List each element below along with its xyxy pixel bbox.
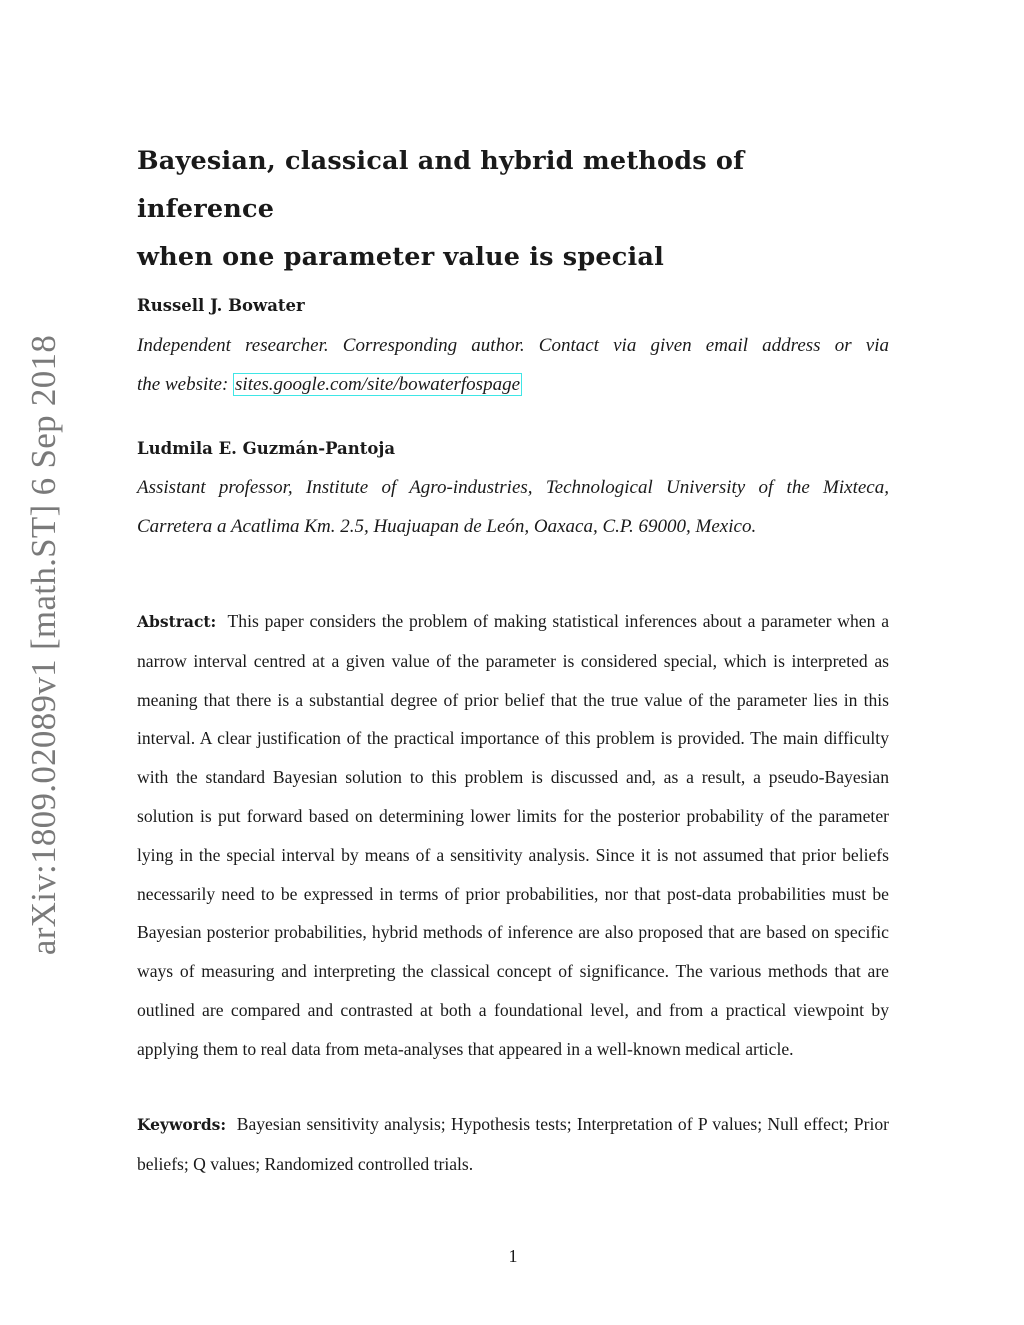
- abstract-text: This paper considers the problem of making statistical inferences about a parameter when a narrow interval centred at a given value of the parameter is considered special, which is interpreted as meaning that there is a substantial degree of prior belief that the true value of the parameter lies in this interval. A clear justification of the practical importance of this problem is provided. The main difficulty with the standard Bayesian solution to this problem is discussed and, as a result, a pseudo-Bayesian solution is put forward based on determining lower limits for the posterior probability of the parameter lying in the special interval by means of a sensitivity analysis. Since it is not assumed that prior beliefs necessarily need to be expressed in terms of prior probabilities, nor that post-data probabilities must be Bayesian posterior probabilities, hybrid methods of inference are also proposed that are based on specific ways of measuring and interpreting the classical concept of significance. The various methods that are outlined are compared and contrasted at both a foundational level, and from a practical viewpoint by applying them to real data from meta-analyses that appeared in a well-known medical article.: [137, 611, 889, 1059]
- abstract: [137, 602, 889, 1069]
- affiliation-line: Carretera a Acatlima Km. 2.5, Huajuapan de León, Oaxaca, C.P. 69000, Mexico.: [137, 516, 757, 537]
- keywords-label: Keywords:: [137, 1115, 227, 1134]
- affiliation-line: [137, 365, 889, 404]
- title-line-1: Bayesian, classical and hybrid methods of inference: [137, 146, 745, 224]
- author-name-guzman-pantoja: Ludmila E. Guzmán-Pantoja: [137, 439, 396, 458]
- arxiv-identifier-stamp: arXiv:1809.02089v1 [math.ST] 6 Sep 2018: [24, 334, 63, 956]
- website-prefix: the website:: [137, 374, 234, 395]
- author-affiliation-guzman-pantoja: [137, 468, 889, 546]
- page-number: 1: [508, 1246, 518, 1266]
- author-website-link[interactable]: sites.google.com/site/bowaterfospage: [235, 374, 521, 395]
- abstract-label: Abstract:: [137, 612, 217, 631]
- affiliation-line: Independent researcher. Corresponding author. Contact via given email address or via: [137, 335, 889, 356]
- keywords-text: Bayesian sensitivity analysis; Hypothesis tests; Interpretation of P values; Null effect; Prior beliefs; Q values; Randomized controlled trials.: [137, 1114, 889, 1174]
- author-name-bowater: Russell J. Bowater: [137, 296, 305, 315]
- keywords: [137, 1105, 889, 1184]
- affiliation-line: Assistant professor, Institute of Agro-industries, Technological University of the Mixteca,: [137, 477, 889, 498]
- title-line-2: when one parameter value is special: [137, 242, 665, 272]
- paper-title: [137, 137, 889, 281]
- author-affiliation-bowater: [137, 326, 889, 404]
